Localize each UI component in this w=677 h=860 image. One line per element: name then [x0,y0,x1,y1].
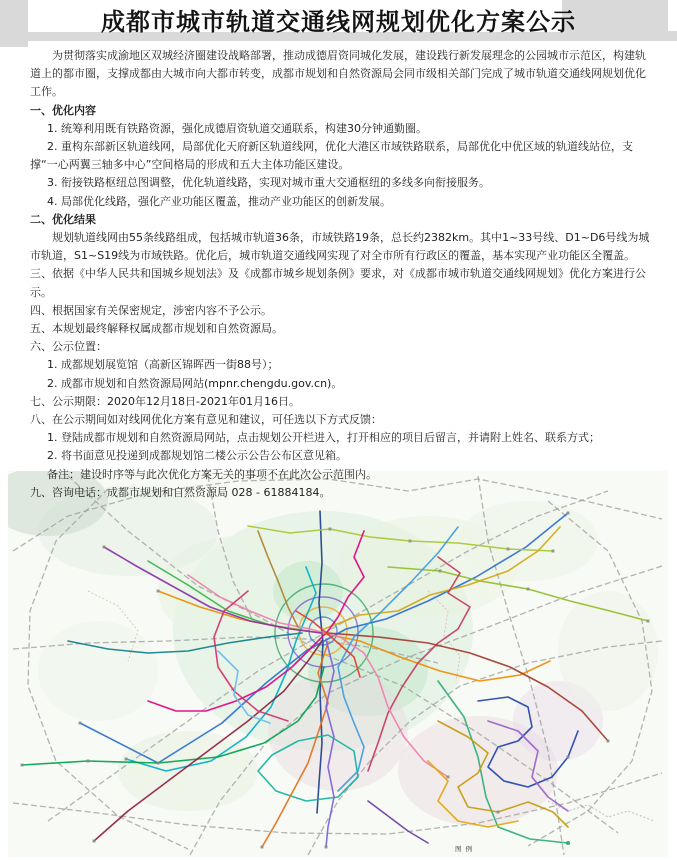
section-item: 2. 成都市规划和自然资源局网站(mpnr.chengdu.gov.cn)。 [47,376,343,390]
station-node [647,620,650,623]
station-node [329,528,332,531]
station-node [527,588,530,591]
section-item: 备注：建设时序等与此次优化方案无关的事项不在此次公示范围内。 [47,467,377,481]
section-heading: 八、在公示期间如对线网优化方案有意见和建议，可任选以下方式反馈： [30,413,382,427]
station-node [567,756,570,759]
station-node [447,776,450,779]
station-node [261,846,264,849]
section-heading: 二、优化结果 [30,212,96,226]
station-node [497,811,500,814]
station-node [607,740,610,743]
station-node [325,846,328,849]
map-blob [38,621,158,721]
section-item: 1. 登陆成都市规划和自然资源局网站，点击规划公开栏进入，打开相应的项目后留言，并请附上姓名、联系方式； [47,431,600,445]
station-node [87,760,90,763]
rail-map-svg [8,471,668,857]
station-node [157,762,160,765]
station-node [103,546,106,549]
station-node [409,540,412,543]
section-item: 1. 统筹利用既有铁路资源，强化成德眉资轨道交通联系，构建30分钟通勤圈。 [47,121,427,135]
section-heading: 六、公示位置： [30,340,107,354]
section-item: 3. 衔接铁路枢纽总图调整，优化轨道线路，实现对城市重大交通枢纽的多线多向衔接服务。 [47,176,490,190]
station-node [125,758,128,761]
station-node [439,570,442,573]
section-paragraph: 规划轨道线网由55条线路组成，包括城市轨道36条，市域铁路19条，总长约2382km。其中1~33号线、D1~D6号线为城市轨道，S1~S19线为市域铁路。优化后，城市轨道交通线网实现了对全市所有行政区的覆盖，基本实现产业功能区全覆盖。 [30,231,650,263]
intro-paragraph: 为贯彻落实成渝地区双城经济圈建设战略部署，推动成德眉资同城化发展，建设践行新发展理念的公园城市示范区，构建轨道上的都市圈，支撑成都由大城市向大都市转变，成都市规划和自然资源局会同市级相关部门完成了城市轨道交通线网规划优化工作。 [30,49,646,99]
map-blob [558,591,658,711]
station-node [552,550,555,553]
station-node [21,764,24,767]
station-node [93,840,96,843]
section-item: 2. 将书面意见投递到成都规划馆二楼公示公告公布区意见箱。 [47,449,347,463]
station-node [567,512,570,515]
map-legend-label: 图 例 [455,845,474,853]
section-item: 1. 成都规划展览馆（高新区锦晖西一街88号）； [47,358,279,372]
page-title: 成都市城市轨道交通线网规划优化方案公示 [101,8,576,36]
station-node [157,590,160,593]
station-node [507,548,510,551]
notice-body [0,47,677,502]
section-heading: 九、咨询电话：成都市规划和自然资源局 028 - 61884184。 [30,485,331,499]
section-item: 2. 重构东部新区轨道线网，局部优化天府新区轨道线网，优化大港区市域铁路联系，局部优化中优区域的轨道线站位，支撑“一心两翼三轴多中心”空间格局的形成和五大主体功能区建设。 [30,140,633,172]
section-heading: 七、公示期限：2020年12月18日-2021年01月16日。 [30,394,300,408]
section-heading: 一、优化内容 [30,103,96,117]
section-item: 4. 局部优化线路，强化产业功能区覆盖，推动产业功能区的创新发展。 [47,194,391,208]
line-terminus-dot [566,841,570,845]
rail-network-map [8,471,668,857]
station-node [79,722,82,725]
section-heading: 五、本规划最终解释权属成都市规划和自然资源局。 [30,322,283,336]
map-blob [458,501,598,581]
section-heading: 四、根据国家有关保密规定，涉密内容不予公示。 [30,303,272,317]
section-heading: 三、依据《中华人民共和国城乡规划法》及《成都市城乡规划条例》要求，对《成都市城市轨道交通线网规划》优化方案进行公示。 [30,267,646,299]
